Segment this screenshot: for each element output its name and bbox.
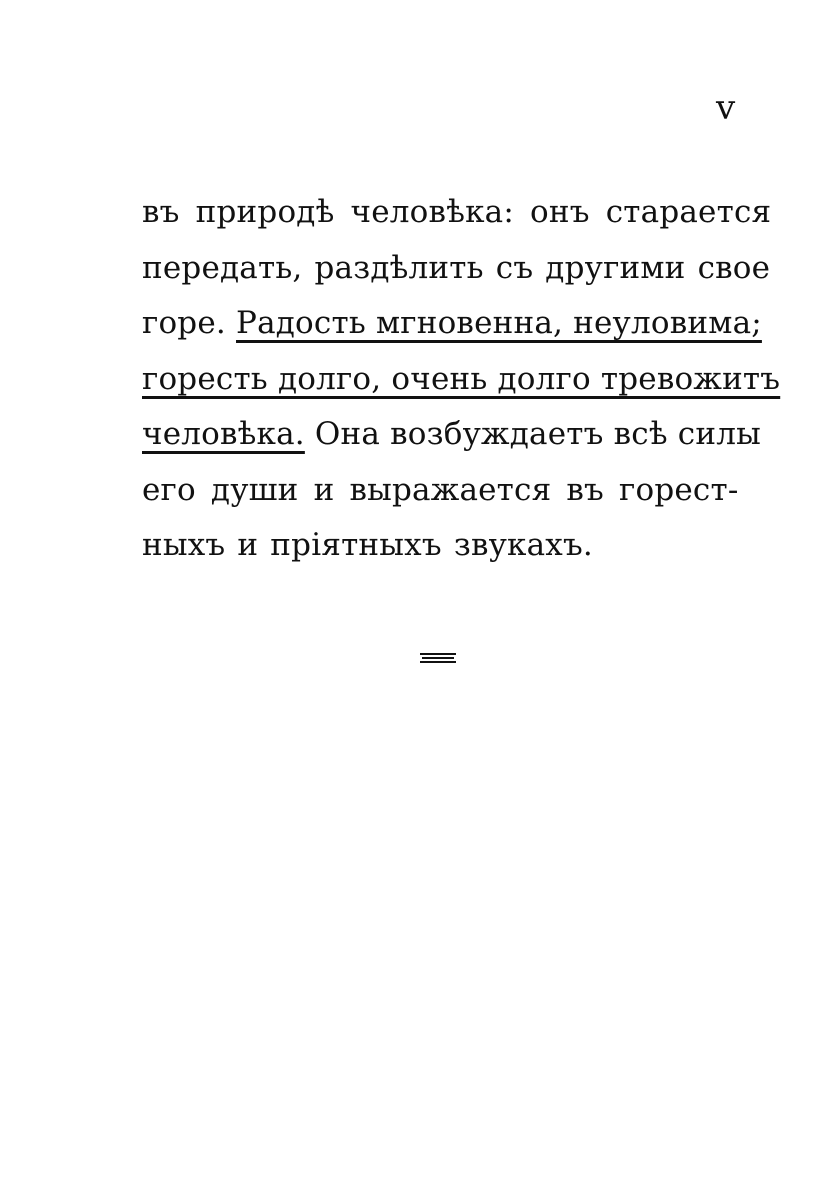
text-line-6: его души и выражается въ горест- — [142, 471, 739, 508]
page-number: v — [716, 88, 736, 128]
body-text — [142, 185, 781, 574]
text-line-4 — [142, 352, 781, 408]
text-line-7: ныхъ и пріятныхъ звукахъ. — [142, 527, 593, 563]
underlined-passage-part-3: человѣка. — [142, 416, 305, 452]
text-line-5-plain: Она возбуждаетъ всѣ силы — [304, 416, 761, 452]
underlined-passage-part-1: Радость мгновенна, неуловима; — [236, 305, 762, 341]
text-line-2: передать, раздѣлить съ другими свое — [142, 249, 771, 286]
text-line-5 — [142, 407, 761, 463]
text-line-3-plain: горе. — [142, 305, 237, 341]
underlined-passage-part-2: горесть долго, очень долго тревожитъ — [142, 360, 781, 397]
text-line-3 — [142, 296, 762, 352]
text-line-1: въ природѣ человѣка: онъ старается — [142, 194, 772, 230]
ornament-divider-icon — [420, 652, 456, 664]
